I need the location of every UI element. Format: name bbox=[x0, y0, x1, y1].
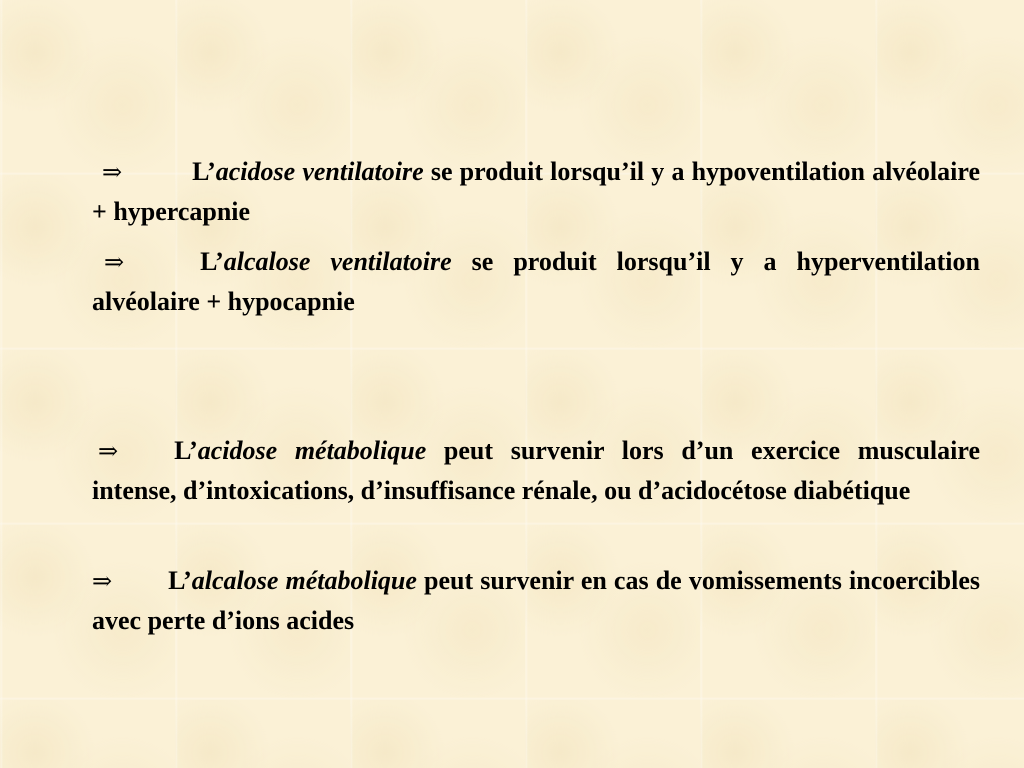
paragraph-text: se produit lorsqu’il y a hyperventilation alvéolaire + hypocapnie bbox=[92, 247, 980, 316]
paragraph-alcalose-ventilatoire bbox=[92, 242, 980, 322]
paragraph-text: peut survenir lors d’un exercice musculaire intense, d’intoxications, d’insuffisance rénale, ou d’acidocétose diabétique bbox=[92, 436, 980, 505]
implies-arrow-icon: ⇒ bbox=[104, 248, 125, 276]
paragraph-acidose-ventilatoire bbox=[92, 152, 980, 232]
term-italic: alcalose ventilatoire bbox=[223, 247, 452, 276]
implies-arrow-icon: ⇒ bbox=[98, 437, 119, 465]
implies-arrow-icon: ⇒ bbox=[102, 158, 123, 186]
paragraph-text: peut survenir en cas de vomissements incoercibles avec perte d’ions acides bbox=[92, 566, 980, 635]
paragraph-alcalose-metabolique bbox=[92, 561, 980, 641]
term-italic: acidose métabolique bbox=[197, 436, 427, 465]
paragraph-prefix: L’ bbox=[200, 247, 224, 276]
paragraph-prefix: L’ bbox=[192, 157, 216, 186]
paragraph-prefix: L’ bbox=[174, 436, 198, 465]
term-italic: alcalose métabolique bbox=[191, 566, 417, 595]
paragraph-prefix: L’ bbox=[168, 566, 192, 595]
implies-arrow-icon: ⇒ bbox=[92, 567, 113, 595]
paragraph-text: se produit lorsqu’il y a hypoventilation alvéolaire + hypercapnie bbox=[92, 157, 980, 226]
term-italic: acidose ventilatoire bbox=[215, 157, 424, 186]
paragraph-acidose-metabolique bbox=[92, 431, 980, 511]
